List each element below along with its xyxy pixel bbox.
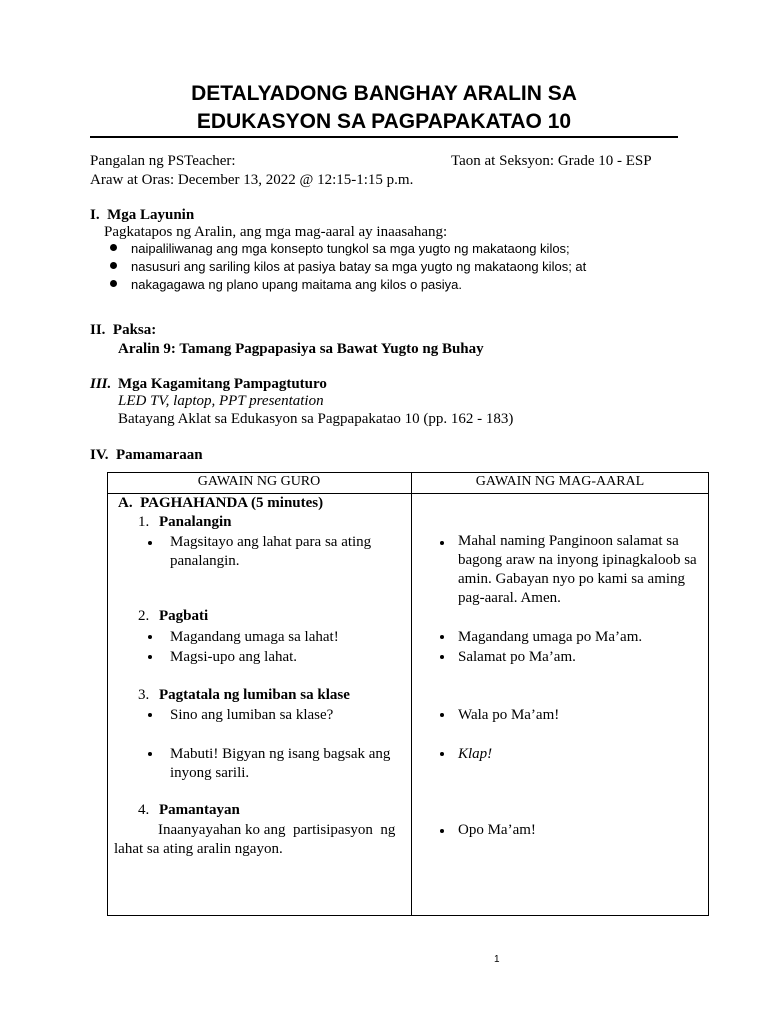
section-a-heading: A. PAGHAHANDA (5 minutes) [118, 495, 324, 511]
bullet-icon [110, 280, 117, 287]
teacher-name-label: Pangalan ng PSTeacher: [90, 153, 236, 169]
step-title-pagbati: Pagbati [159, 608, 209, 624]
procedure-heading: IV. Pamamaraan [90, 447, 203, 463]
bullet-icon [440, 752, 444, 756]
student-text: Opo Ma’am! [458, 822, 536, 838]
student-text: amin. Gabayan nyo po kami sa aming [458, 571, 686, 587]
teacher-text: panalangin. [170, 553, 240, 569]
bullet-icon [440, 829, 444, 833]
teacher-text: Inaanyayahan ko ang partisipasyon ng [158, 822, 396, 838]
student-text: Magandang umaga po Ma’am. [458, 629, 643, 645]
bullet-icon [148, 713, 152, 717]
teacher-column-header: GAWAIN NG GURO [197, 474, 321, 489]
bullet-icon [148, 655, 152, 659]
materials-heading: Mga Kagamitang Pampagtuturo [118, 376, 327, 392]
teacher-text: Magsitayo ang lahat para sa ating [170, 534, 372, 550]
student-text: Mahal naming Panginoon salamat sa [458, 533, 679, 549]
materials-line1: LED TV, laptop, PPT presentation [118, 393, 324, 409]
year-section: Taon at Seksyon: Grade 10 - ESP [451, 153, 652, 169]
bullet-icon [440, 541, 444, 545]
objective-item: nasusuri ang sariling kilos at pasiya batay sa mga yugto ng makataong kilos; at [131, 259, 587, 274]
teacher-text: Sino ang lumiban sa klase? [170, 707, 334, 723]
step-number: 3. [138, 687, 150, 703]
step-number: 4. [138, 802, 150, 818]
objective-item: naipaliliwanag ang mga konsepto tungkol sa mga yugto ng makataong kilos; [131, 241, 570, 256]
objectives-intro: Pagkatapos ng Aralin, ang mga mag-aaral ay inaasahang: [104, 224, 448, 240]
step-title-panalangin: Panalangin [159, 514, 232, 530]
objective-item: nakagagawa ng plano upang maitama ang kilos o pasiya. [131, 277, 463, 292]
teacher-text: inyong sarili. [170, 765, 250, 781]
bullet-icon [148, 541, 152, 545]
bullet-icon [148, 752, 152, 756]
bullet-icon [148, 635, 152, 639]
student-text: Klap! [458, 746, 493, 762]
student-column-header: GAWAIN NG MAG-AARAL [475, 474, 645, 489]
document-title-line1: DETALYADONG BANGHAY ARALIN SA [191, 82, 577, 105]
bullet-icon [440, 635, 444, 639]
teacher-text: Mabuti! Bigyan ng isang bagsak ang [170, 746, 391, 762]
student-text: pag-aaral. Amen. [458, 590, 561, 606]
title-rule [90, 136, 678, 138]
step-title-attendance: Pagtatala ng lumiban sa klase [159, 687, 350, 703]
topic-lesson: Aralin 9: Tamang Pagpapasiya sa Bawat Yugto ng Buhay [118, 341, 484, 357]
topic-heading: II. Paksa: [90, 322, 157, 338]
bullet-icon [110, 244, 117, 251]
teacher-text: lahat sa ating aralin ngayon. [114, 841, 283, 857]
date-time: Araw at Oras: December 13, 2022 @ 12:15-1:15 p.m. [90, 172, 414, 188]
bullet-icon [440, 713, 444, 717]
bullet-icon [440, 655, 444, 659]
materials-line2: Batayang Aklat sa Edukasyon sa Pagpapakatao 10 (pp. 162 - 183) [118, 411, 514, 427]
materials-numeral: III. [90, 376, 112, 392]
bullet-icon [110, 262, 117, 269]
student-text: bagong araw na inyong ipinagkaloob sa [458, 552, 697, 568]
student-text: Salamat po Ma’am. [458, 649, 576, 665]
teacher-text: Magsi-upo ang lahat. [170, 649, 298, 665]
step-title-pamantayan: Pamantayan [159, 802, 240, 818]
step-number: 1. [138, 514, 150, 530]
document-title-line2: EDUKASYON SA PAGPAPAKATAO 10 [196, 110, 572, 133]
objectives-heading: I. Mga Layunin [90, 207, 195, 223]
table-column-divider [411, 472, 412, 916]
step-number: 2. [138, 608, 150, 624]
student-text: Wala po Ma’am! [458, 707, 560, 723]
page-number: 1 [494, 954, 500, 965]
teacher-text: Magandang umaga sa lahat! [170, 629, 339, 645]
